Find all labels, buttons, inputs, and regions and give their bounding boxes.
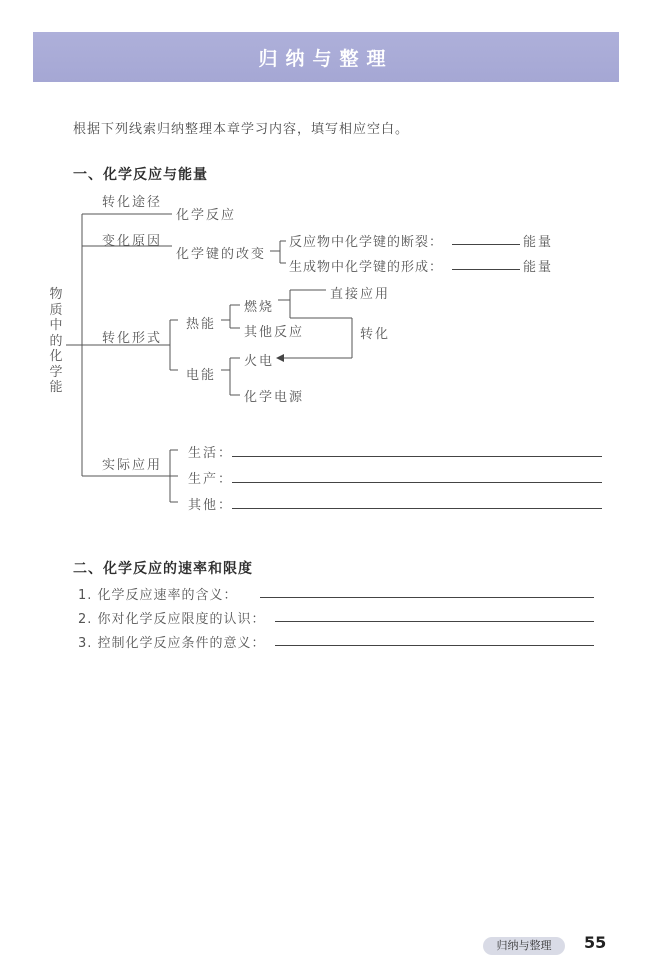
bond-break-energy: 能量 (523, 235, 554, 250)
footer-section-label: 归纳与整理 (483, 937, 565, 955)
bond-form-blank[interactable] (452, 269, 520, 270)
life-label: 生活： (188, 446, 234, 461)
question-3: 3. 控制化学反应条件的意义： (78, 636, 266, 651)
chemical-reaction-node: 化学反应 (176, 208, 237, 223)
electric-energy-node: 电能 (186, 368, 217, 383)
others-label: 其他： (188, 498, 234, 513)
convert-label: 转化 (360, 327, 391, 342)
heat-energy-node: 热能 (186, 317, 217, 332)
branch-path-label: 转化途径 (102, 195, 163, 210)
question-2: 2. 你对化学反应限度的认识： (78, 612, 266, 627)
branch-cause-label: 变化原因 (102, 234, 163, 249)
section2-heading: 二、化学反应的速率和限度 (73, 561, 253, 577)
thermal-power-node: 火电 (244, 354, 275, 369)
page-title: 归纳与整理 (258, 48, 394, 70)
branch-application-label: 实际应用 (102, 458, 163, 473)
bond-form-energy: 能量 (523, 260, 554, 275)
bond-change-node: 化学键的改变 (176, 247, 267, 262)
page-number: 55 (584, 933, 607, 952)
question-3-blank[interactable] (275, 645, 594, 646)
production-blank[interactable] (232, 482, 602, 483)
bond-form-text: 生成物中化学键的形成： (289, 260, 444, 275)
section1-heading: 一、化学反应与能量 (73, 167, 208, 183)
root-node: 物质中的化学能 (49, 287, 63, 395)
question-2-blank[interactable] (275, 621, 594, 622)
question-1: 1. 化学反应速率的含义： (78, 588, 238, 603)
arrow-head-icon (276, 354, 284, 362)
other-reaction-node: 其他反应 (244, 325, 305, 340)
direct-use-node: 直接应用 (330, 287, 391, 302)
intro-text: 根据下列线索归纳整理本章学习内容，填写相应空白。 (73, 122, 410, 137)
bond-break-text: 反应物中化学键的断裂： (289, 235, 444, 250)
others-blank[interactable] (232, 508, 602, 509)
question-1-blank[interactable] (260, 597, 594, 598)
branch-form-label: 转化形式 (102, 331, 163, 346)
bond-break-blank[interactable] (452, 244, 520, 245)
production-label: 生产： (188, 472, 234, 487)
chemical-battery-node: 化学电源 (244, 390, 305, 405)
combustion-node: 燃烧 (244, 300, 275, 315)
life-blank[interactable] (232, 456, 602, 457)
